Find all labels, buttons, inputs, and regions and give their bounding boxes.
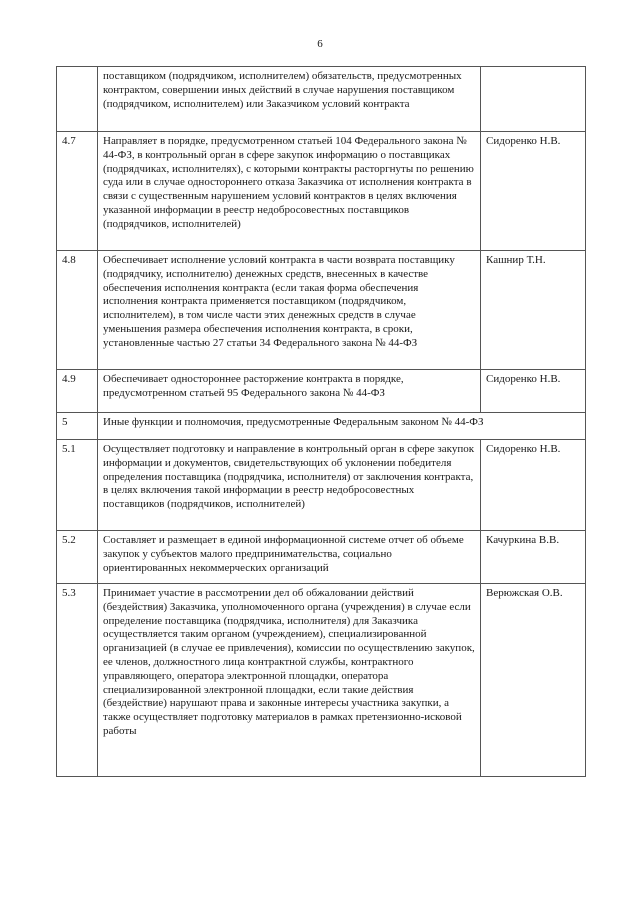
item-description: Принимает участие в рассмотрении дел об обжаловании действий (бездействия) Заказчика, уполномоченного органа (учреждения) в случае если определение поставщика (подрядчика, исполнителя) для Заказчика осуществляется таким органом (учреждением), специализированной организацией (в случае ее привлечения), комиссии по осуществлению закупок, ее членов, должностного лица контрактной службы, контрактного управляющего, оператора электронной площадки, оператора специализированной электронной площадки, если такие действия (бездействие) нарушают права и законные интересы участника закупки, а также осуществляет подготовку материалов в рамках претензионно-исковой работы — [98, 584, 481, 777]
item-number: 5.3 — [57, 584, 98, 777]
section-title: Иные функции и полномочия, предусмотренные Федеральным законом № 44-ФЗ — [98, 413, 586, 440]
table-row — [57, 531, 586, 584]
responsibilities-table — [56, 66, 586, 777]
responsible-person: Сидоренко Н.В. — [481, 440, 586, 531]
item-description: Направляет в порядке, предусмотренном статьей 104 Федерального закона № 44-ФЗ, в контрольный орган в сфере закупок информацию о поставщиках (подрядчиках, исполнителях), с которыми контракты расторгнуты по решению суда или в случае одностороннего отказа Заказчика от исполнения контракта в связи с существенным нарушением условий контрактов в целях включения указанной информации в реестр недобросовестных поставщиков (подрядчиков, исполнителей) — [98, 132, 481, 251]
item-number: 5.2 — [57, 531, 98, 584]
page-number: 6 — [317, 38, 323, 50]
section-row — [57, 413, 586, 440]
table-row — [57, 132, 586, 251]
table-row — [57, 584, 586, 777]
item-number: 4.8 — [57, 251, 98, 370]
section-number: 5 — [57, 413, 98, 440]
responsible-person — [481, 67, 586, 132]
responsible-person: Сидоренко Н.В. — [481, 132, 586, 251]
table-row — [57, 370, 586, 413]
item-number: 5.1 — [57, 440, 98, 531]
item-description: поставщиком (подрядчиком, исполнителем) обязательств, предусмотренных контрактом, совершении иных действий в случае нарушения поставщиком (подрядчиком, исполнителем) или Заказчиком условий контракта — [98, 67, 481, 132]
table-row — [57, 67, 586, 132]
item-description: Составляет и размещает в единой информационной системе отчет об объеме закупок у субъектов малого предпринимательства, социально ориентированных некоммерческих организаций — [98, 531, 481, 584]
table-row — [57, 440, 586, 531]
item-description: Осуществляет подготовку и направление в контрольный орган в сфере закупок информации и документов, свидетельствующих об уклонении победителя определения поставщика (подрядчика, исполнителя) от заключения контракта, в целях включения такой информации в реестр недобросовестных поставщиков (подрядчиков, исполнителей) — [98, 440, 481, 531]
responsible-person: Качуркина В.В. — [481, 531, 586, 584]
item-description: Обеспечивает одностороннее расторжение контракта в порядке, предусмотренном статьей 95 Федерального закона № 44-ФЗ — [98, 370, 481, 413]
item-number: 4.7 — [57, 132, 98, 251]
item-number: 4.9 — [57, 370, 98, 413]
responsible-person: Кашнир Т.Н. — [481, 251, 586, 370]
responsible-person: Сидоренко Н.В. — [481, 370, 586, 413]
table-row — [57, 251, 586, 370]
responsible-person: Верюжская О.В. — [481, 584, 586, 777]
item-number — [57, 67, 98, 132]
item-description: Обеспечивает исполнение условий контракта в части возврата поставщику (подрядчику, исполнителю) денежных средств, внесенных в качестве обеспечения исполнения контракта (если такая форма обеспечения исполнения контракта применяется поставщиком (подрядчиком, исполнителем), в том числе части этих денежных средств в случае уменьшения размера обеспечения исполнения контракта, в сроки, установленные частью 27 статьи 34 Федерального закона № 44-ФЗ — [98, 251, 481, 370]
